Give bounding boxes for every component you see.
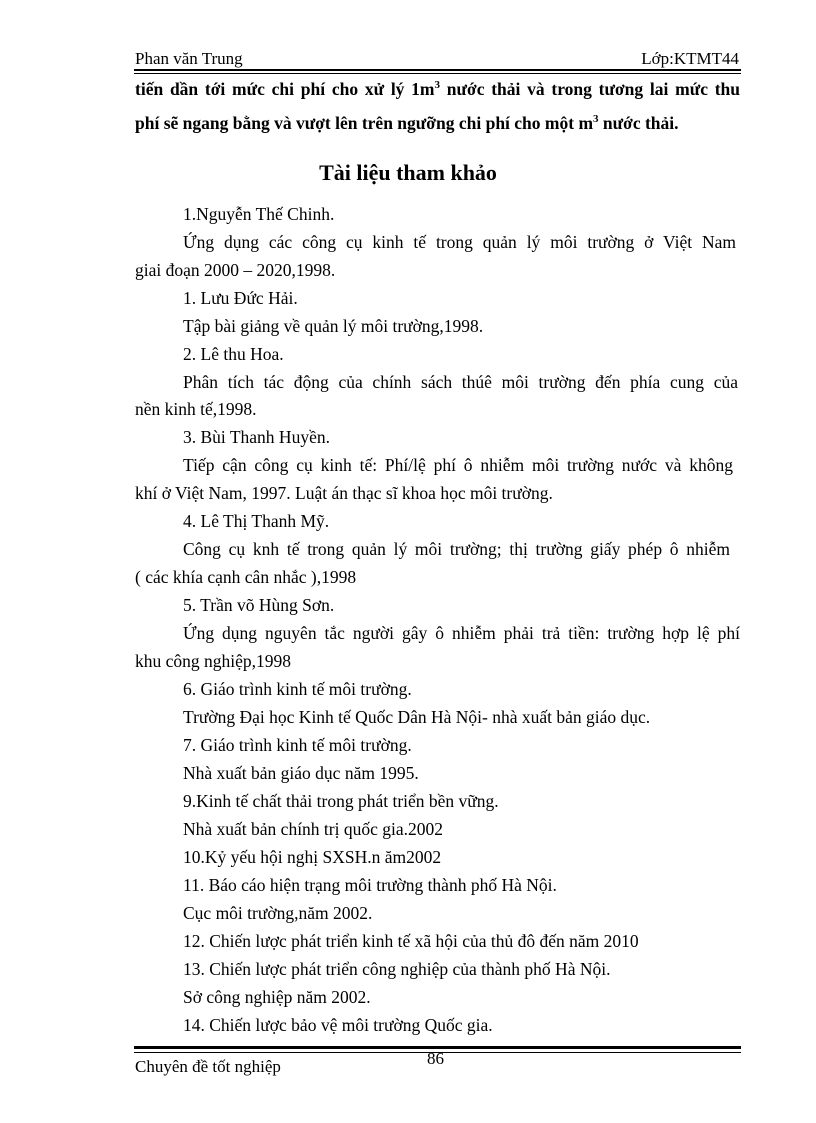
reference-line: 12. Chiến lược phát triển kinh tế xã hội của thủ đô đến năm 2010 xyxy=(183,931,639,951)
reference-line: 10.Kỷ yếu hội nghị SXSH.n ăm2002 xyxy=(183,847,442,867)
reference-line: Nhà xuất bản chính trị quốc gia.2002 xyxy=(183,819,444,839)
reference-line: Nhà xuất bản giáo dục năm 1995. xyxy=(183,763,419,783)
reference-line: khí ở Việt Nam, 1997. Luật án thạc sĩ khoa học môi trường. xyxy=(135,483,553,503)
reference-line: Tập bài giảng về quản lý môi trường,1998. xyxy=(183,316,484,336)
reference-line: 14. Chiến lược bảo vệ môi trường Quốc gia. xyxy=(183,1015,493,1035)
reference-line: 2. Lê thu Hoa. xyxy=(183,344,284,364)
reference-line: giai đoạn 2000 – 2020,1998. xyxy=(135,260,336,280)
intro-line-2: phí sẽ ngang bằng và vượt lên trên ngưỡng chi phí cho một $m^3$ nước thải. xyxy=(135,113,679,133)
reference-line: Sở công nghiệp năm 2002. xyxy=(183,987,371,1007)
page-number: 86 xyxy=(427,1049,444,1068)
header-class: Lớp:KTMT44 xyxy=(641,49,739,68)
reference-line: 5. Trần võ Hùng Sơn. xyxy=(183,595,335,615)
reference-line: 4. Lê Thị Thanh Mỹ. xyxy=(183,511,330,531)
reference-line: 9.Kinh tế chất thải trong phát triển bền vững. xyxy=(183,791,499,811)
reference-line: 1. Lưu Đức Hải. xyxy=(183,288,298,308)
reference-line: 7. Giáo trình kinh tế môi trường. xyxy=(183,735,412,755)
page-title: Tài liệu tham khảo xyxy=(319,160,497,185)
reference-line: nền kinh tế,1998. xyxy=(135,399,257,419)
reference-line: 13. Chiến lược phát triển công nghiệp của thành phố Hà Nội. xyxy=(183,959,611,979)
reference-line: 1.Nguyễn Thế Chinh. xyxy=(183,204,335,224)
intro-line-1: tiến dần tới mức chi phí cho xử lý $1m^3$ nước thải và trong tương lai mức thu xyxy=(135,79,740,99)
header-author: Phan văn Trung xyxy=(135,49,243,68)
reference-line: 11. Báo cáo hiện trạng môi trường thành phố Hà Nội. xyxy=(183,875,557,895)
footer-title: Chuyên đề tốt nghiệp xyxy=(135,1057,281,1076)
reference-line: Cục môi trường,năm 2002. xyxy=(183,903,373,923)
reference-line: 3. Bùi Thanh Huyền. xyxy=(183,427,330,447)
reference-line: Trường Đại học Kinh tế Quốc Dân Hà Nội- nhà xuất bản giáo dục. xyxy=(183,707,651,727)
reference-line: Ứng dụng nguyên tắc người gây ô nhiễm phải trả tiền: trường hợp lệ phí xyxy=(183,623,740,643)
reference-line: Phân tích tác động của chính sách thúê môi trường đến phía cung của xyxy=(183,372,738,392)
reference-line: khu công nghiệp,1998 xyxy=(135,651,292,671)
reference-line: Tiếp cận công cụ kinh tế: Phí/lệ phí ô nhiễm môi trường nước và không xyxy=(183,455,733,475)
reference-line: ( các khía cạnh cân nhắc ),1998 xyxy=(135,567,357,587)
reference-line: 6. Giáo trình kinh tế môi trường. xyxy=(183,679,412,699)
reference-line: Công cụ knh tế trong quản lý môi trường; thị trường giấy phép ô nhiễm xyxy=(183,539,730,559)
reference-line: Ứng dụng các công cụ kinh tế trong quản lý môi trường ở Việt Nam xyxy=(183,232,736,252)
header-rule xyxy=(134,69,741,71)
header-rule-thin xyxy=(134,73,741,74)
